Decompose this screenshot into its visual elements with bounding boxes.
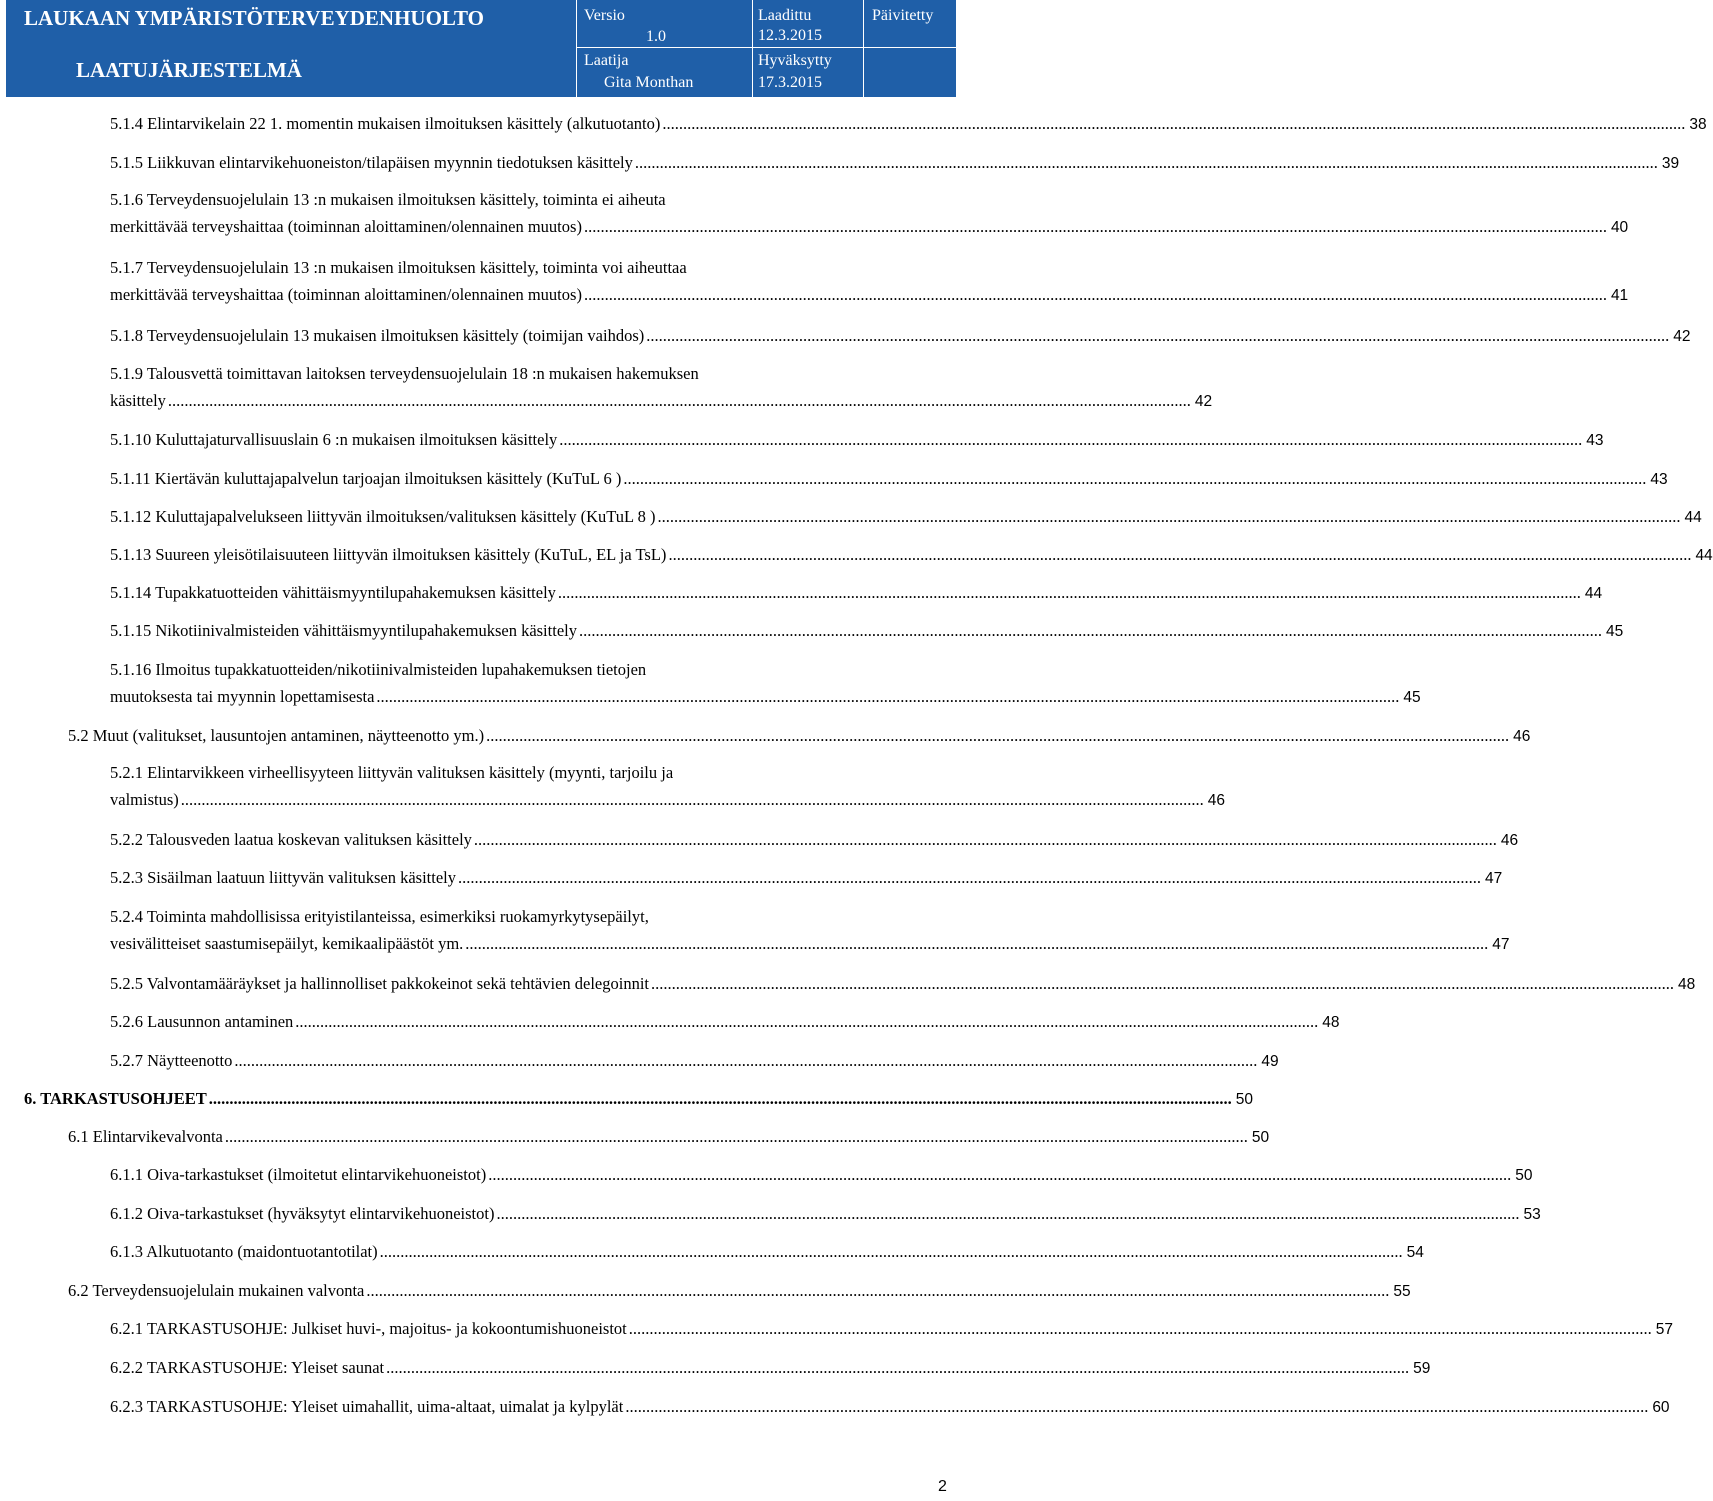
toc-leader-dots xyxy=(579,620,1602,642)
author-value: Gita Monthan xyxy=(604,74,694,91)
toc-entry-title: 6.1.2 Oiva-tarkastukset (hyväksytyt elintarvikehuoneistot) xyxy=(110,1204,495,1223)
toc-page-number: 50 xyxy=(1235,1091,1254,1108)
toc-line xyxy=(68,725,1531,747)
toc-line xyxy=(110,1396,1670,1418)
toc-line xyxy=(110,867,1503,889)
toc-page-number: 50 xyxy=(1251,1129,1270,1146)
toc-line xyxy=(110,829,1519,851)
toc-line xyxy=(110,506,1702,528)
toc-page-number: 44 xyxy=(1684,509,1702,526)
toc-entry-title: 5.2.5 Valvontamääräykset ja hallinnolliset pakkokeinot sekä tehtävien delegoinnit xyxy=(110,974,650,993)
toc-line xyxy=(110,582,1603,604)
toc-page-number: 42 xyxy=(1673,328,1691,345)
toc-entry-title: 5.1.16 Ilmoitus tupakkatuotteiden/nikotiinivalmisteiden lupahakemuksen tietojen xyxy=(110,660,647,679)
system-name: LAATUJÄRJESTELMÄ xyxy=(76,58,302,82)
toc-page-number: 49 xyxy=(1261,1053,1279,1070)
toc-entry-title: 5.1.10 Kuluttajaturvallisuuslain 6 :n mukaisen ilmoituksen käsittely xyxy=(110,430,558,449)
header-divider xyxy=(576,47,956,48)
toc-leader-dots xyxy=(635,152,1658,174)
toc-line xyxy=(68,1126,1270,1148)
toc-leader-dots xyxy=(651,973,1674,995)
toc-entry-title: 6.2.2 TARKASTUSOHJE: Yleiset saunat xyxy=(110,1358,385,1377)
toc-entry-title: 6.1.3 Alkutuotanto (maidontuotantotilat) xyxy=(110,1242,378,1261)
created-value: 12.3.2015 xyxy=(758,27,822,44)
toc-page-number: 55 xyxy=(1393,1283,1411,1300)
toc-entry-title: 6.2 Terveydensuojelulain mukainen valvonta xyxy=(68,1281,365,1300)
toc-entry-title: 5.1.5 Liikkuvan elintarvikehuoneiston/tilapäisen myynnin tiedotuksen käsittely xyxy=(110,153,633,172)
toc-page-number: 53 xyxy=(1523,1206,1541,1223)
toc-line xyxy=(110,1203,1541,1225)
toc-line xyxy=(110,973,1696,995)
toc-entry-title: 5.2.3 Sisäilman laatuun liittyvän valituksen käsittely xyxy=(110,868,456,887)
toc-line xyxy=(110,620,1624,642)
toc-line xyxy=(110,189,956,211)
header-divider xyxy=(576,0,577,97)
toc-line xyxy=(110,686,1421,708)
toc-leader-dots xyxy=(380,1241,1403,1263)
toc-entry-title: 5.2.6 Lausunnon antaminen xyxy=(110,1012,294,1031)
header-divider xyxy=(752,0,753,97)
toc-entry-title: vesivälitteiset saastumisepäilyt, kemikaalipäästöt ym. xyxy=(110,934,464,953)
toc-line xyxy=(110,1164,1533,1186)
toc-entry-title: 5.1.8 Terveydensuojelulain 13 mukaisen ilmoituksen käsittely (toimijan vaihdos) xyxy=(110,326,645,345)
toc-page-number: 57 xyxy=(1655,1321,1674,1338)
toc-leader-dots xyxy=(662,113,1685,135)
toc-line xyxy=(110,1357,1431,1379)
toc-leader-dots xyxy=(209,1088,1232,1110)
toc-leader-dots xyxy=(668,544,1691,566)
toc-line xyxy=(110,257,956,279)
toc-entry-title: 5.2.1 Elintarvikkeen virheellisyyteen liittyvän valituksen käsittely (myynti, tarjoilu ja xyxy=(110,763,674,782)
toc-leader-dots xyxy=(295,1011,1318,1033)
toc-line xyxy=(110,762,956,784)
toc-entry-title: 5.1.6 Terveydensuojelulain 13 :n mukaisen ilmoituksen käsittely, toiminta ei aiheuta xyxy=(110,190,666,209)
toc-page-number: 54 xyxy=(1406,1244,1424,1261)
toc-line xyxy=(110,789,1225,811)
toc-leader-dots xyxy=(376,686,1399,708)
page-number: 2 xyxy=(938,1478,947,1495)
toc-entry-title: 5.1.4 Elintarvikelain 22 1. momentin mukaisen ilmoituksen käsittely (alkutuotanto) xyxy=(110,114,661,133)
toc-entry-title: 5.1.9 Talousvettä toimittavan laitoksen terveydensuojelulain 18 :n mukaisen hakemuksen xyxy=(110,364,699,383)
toc-leader-dots xyxy=(474,829,1497,851)
toc-leader-dots xyxy=(625,1396,1648,1418)
toc-leader-dots xyxy=(234,1050,1257,1072)
toc-line xyxy=(110,659,956,681)
toc-line xyxy=(110,363,956,385)
toc-leader-dots xyxy=(658,506,1681,528)
document-header xyxy=(6,0,956,97)
header-divider xyxy=(863,0,864,97)
toc-line xyxy=(110,152,1680,174)
toc-entry-title: käsittely xyxy=(110,391,166,410)
toc-line xyxy=(110,1011,1340,1033)
toc-entry-title: 5.1.12 Kuluttajapalvelukseen liittyvän ilmoituksen/valituksen käsittely (KuTuL 8 ) xyxy=(110,507,656,526)
author-label: Laatija xyxy=(584,52,629,69)
version-label: Versio xyxy=(584,7,625,24)
toc-line xyxy=(110,1241,1424,1263)
toc-page-number: 59 xyxy=(1413,1360,1431,1377)
toc-line xyxy=(110,216,1629,238)
toc-line xyxy=(110,113,1707,135)
toc-leader-dots xyxy=(559,429,1582,451)
toc-page-number: 38 xyxy=(1689,116,1707,133)
toc-entry-title: 6.1.1 Oiva-tarkastukset (ilmoitetut elintarvikehuoneistot) xyxy=(110,1165,487,1184)
organization-name: LAUKAAN YMPÄRISTÖTERVEYDENHUOLTO xyxy=(24,6,484,30)
approved-label: Hyväksytty xyxy=(758,52,832,69)
toc-line xyxy=(68,1280,1411,1302)
toc-line xyxy=(110,933,1510,955)
toc-entry-title: 5.1.13 Suureen yleisötilaisuuteen liittyvän ilmoituksen käsittely (KuTuL, EL ja TsL) xyxy=(110,545,667,564)
toc-leader-dots xyxy=(486,725,1509,747)
toc-entry-title: 5.2.4 Toiminta mahdollisissa erityistilanteissa, esimerkiksi ruokamyrkytysepäilyt, xyxy=(110,907,649,926)
toc-leader-dots xyxy=(496,1203,1519,1225)
toc-entry-title: muutoksesta tai myynnin lopettamisesta xyxy=(110,687,375,706)
toc-leader-dots xyxy=(181,789,1204,811)
toc-page-number: 40 xyxy=(1610,219,1629,236)
toc-leader-dots xyxy=(584,216,1607,238)
toc-leader-dots xyxy=(465,933,1488,955)
toc-page-number: 47 xyxy=(1485,870,1503,887)
toc-leader-dots xyxy=(646,325,1669,347)
toc-entry-title: 5.1.7 Terveydensuojelulain 13 :n mukaisen ilmoituksen käsittely, toiminta voi aiheuttaa xyxy=(110,258,687,277)
toc-line xyxy=(110,1318,1674,1340)
toc-leader-dots xyxy=(558,582,1581,604)
toc-leader-dots xyxy=(458,867,1481,889)
toc-line xyxy=(110,325,1691,347)
approved-value: 17.3.2015 xyxy=(758,74,822,91)
toc-entry-title: merkittävää terveyshaittaa (toiminnan aloittaminen/olennainen muutos) xyxy=(110,285,582,304)
toc-page-number: 44 xyxy=(1584,585,1603,602)
toc-page-number: 43 xyxy=(1650,471,1668,488)
toc-page-number: 48 xyxy=(1322,1014,1340,1031)
updated-label: Päivitetty xyxy=(872,7,934,24)
toc-line xyxy=(110,468,1668,490)
toc-entry-title: 5.1.11 Kiertävän kuluttajapalvelun tarjoajan ilmoituksen käsittely (KuTuL 6 ) xyxy=(110,469,622,488)
toc-page-number: 41 xyxy=(1610,287,1629,304)
toc-line xyxy=(24,1088,1254,1110)
toc-page-number: 43 xyxy=(1586,432,1604,449)
toc-leader-dots xyxy=(629,1318,1652,1340)
toc-line xyxy=(110,429,1604,451)
toc-line xyxy=(110,390,1213,412)
toc-entry-title: 6.2.3 TARKASTUSOHJE: Yleiset uimahallit, uima-altaat, uimalat ja kylpylät xyxy=(110,1397,624,1416)
toc-entry-title: 5.2.7 Näytteenotto xyxy=(110,1051,233,1070)
toc-entry-title: 5.2 Muut (valitukset, lausuntojen antaminen, näytteenotto ym.) xyxy=(68,726,485,745)
version-value: 1.0 xyxy=(646,28,666,45)
toc-line xyxy=(110,906,956,928)
toc-page-number: 45 xyxy=(1403,689,1421,706)
toc-page-number: 44 xyxy=(1695,547,1713,564)
toc-page-number: 39 xyxy=(1661,155,1680,172)
toc-leader-dots xyxy=(584,284,1607,306)
toc-page-number: 60 xyxy=(1652,1399,1670,1416)
toc-leader-dots xyxy=(225,1126,1248,1148)
toc-leader-dots xyxy=(366,1280,1389,1302)
toc-page-number: 46 xyxy=(1513,728,1531,745)
toc-line xyxy=(110,284,1629,306)
toc-page-number: 50 xyxy=(1515,1167,1533,1184)
toc-leader-dots xyxy=(386,1357,1409,1379)
toc-line xyxy=(110,544,1713,566)
toc-entry-title: 6. TARKASTUSOHJEET xyxy=(24,1089,207,1108)
toc-entry-title: 6.1 Elintarvikevalvonta xyxy=(68,1127,223,1146)
toc-page-number: 47 xyxy=(1492,936,1510,953)
toc-page-number: 45 xyxy=(1605,623,1624,640)
toc-leader-dots xyxy=(168,390,1191,412)
toc-entry-title: 5.1.15 Nikotiinivalmisteiden vähittäismyyntilupahakemuksen käsittely xyxy=(110,621,577,640)
toc-page-number: 48 xyxy=(1678,976,1696,993)
toc-page-number: 46 xyxy=(1207,792,1225,809)
toc-entry-title: 5.2.2 Talousveden laatua koskevan valituksen käsittely xyxy=(110,830,472,849)
toc-page-number: 46 xyxy=(1500,832,1519,849)
toc-entry-title: 5.1.14 Tupakkatuotteiden vähittäismyyntilupahakemuksen käsittely xyxy=(110,583,556,602)
toc-entry-title: merkittävää terveyshaittaa (toiminnan aloittaminen/olennainen muutos) xyxy=(110,217,582,236)
toc-entry-title: valmistus) xyxy=(110,790,179,809)
toc-leader-dots xyxy=(488,1164,1511,1186)
created-label: Laadittu xyxy=(758,7,812,24)
toc-leader-dots xyxy=(623,468,1646,490)
toc-page-number: 42 xyxy=(1194,393,1213,410)
toc-entry-title: 6.2.1 TARKASTUSOHJE: Julkiset huvi-, majoitus- ja kokoontumishuoneistot xyxy=(110,1319,627,1338)
toc-line xyxy=(110,1050,1279,1072)
